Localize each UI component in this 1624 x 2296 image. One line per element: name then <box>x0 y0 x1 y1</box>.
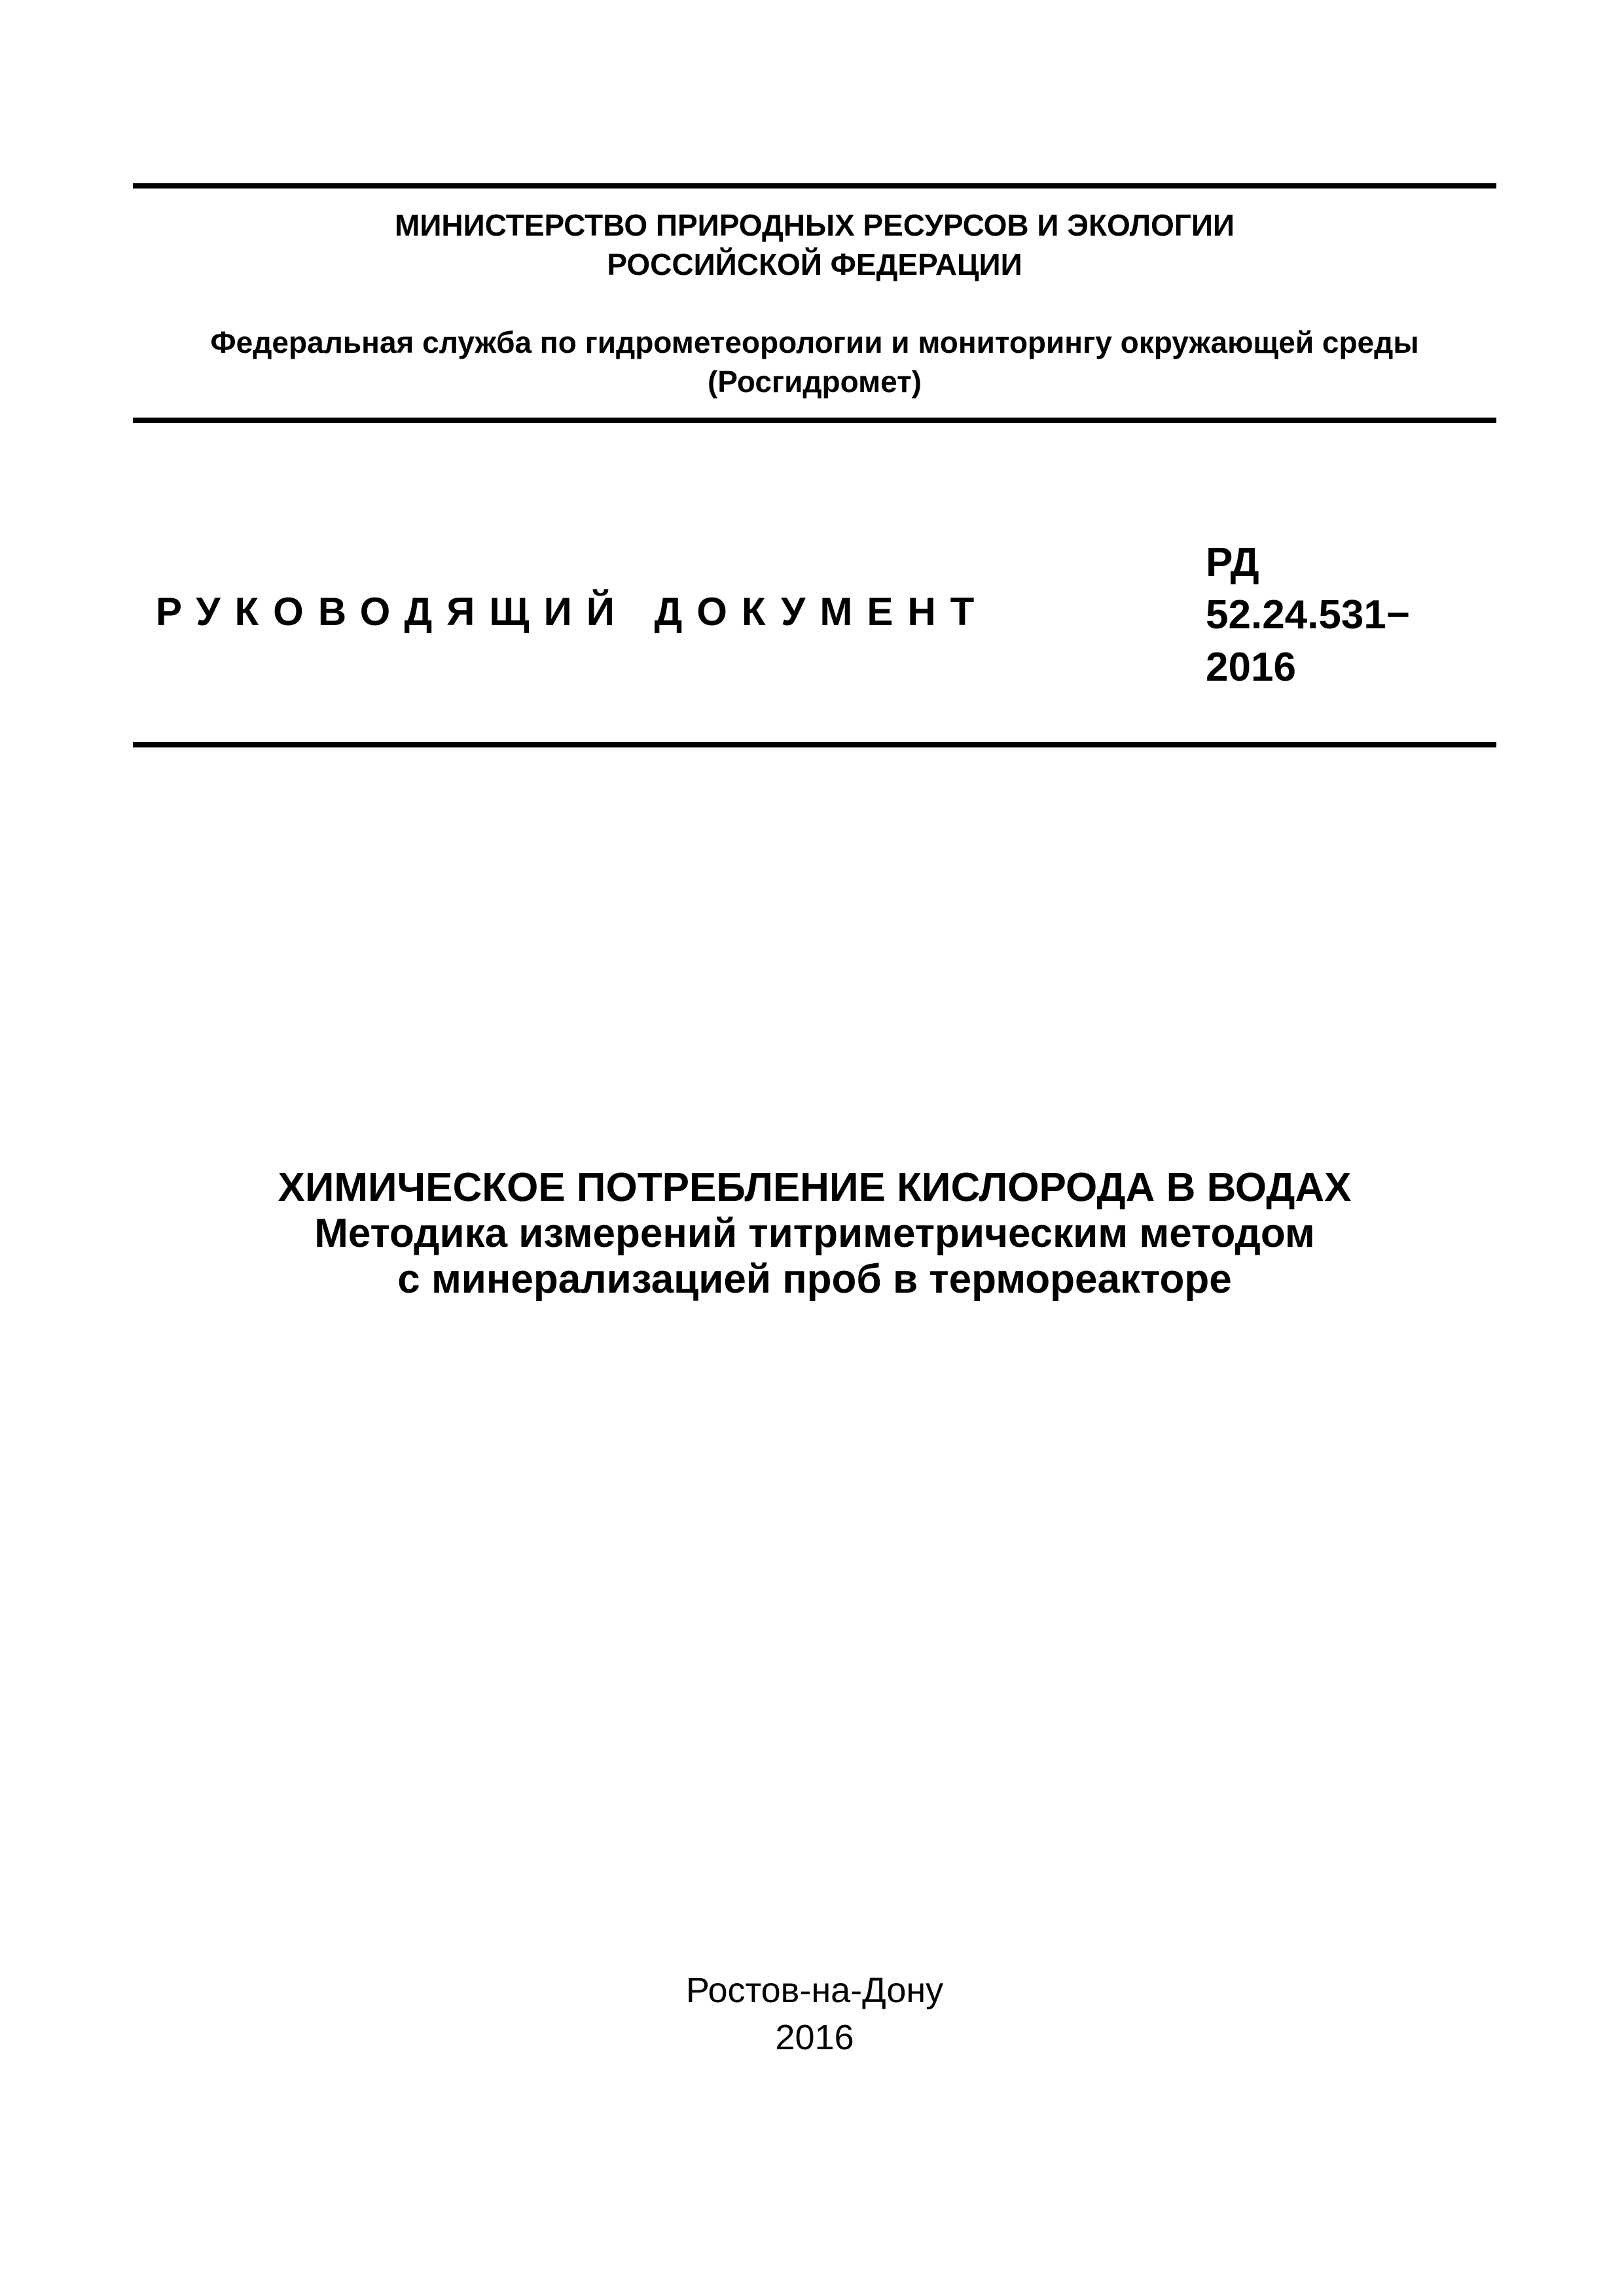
document-number-line-2: 52.24.531− <box>1206 592 1411 637</box>
title-line-1: ХИМИЧЕСКОЕ ПОТРЕБЛЕНИЕ КИСЛОРОДА В ВОДАХ <box>278 1165 1352 1210</box>
document-number <box>1206 537 1410 694</box>
document-number-line-3: 2016 <box>1206 645 1296 690</box>
title-line-3: с минерализацией проб в термореакторе <box>397 1257 1232 1302</box>
publication-year: 2016 <box>775 2018 854 2057</box>
document-type: РУКОВОДЯЩИЙ ДОКУМЕНТ <box>156 590 989 634</box>
ministry-line-2: РОССИЙСКОЙ ФЕДЕРАЦИИ <box>607 247 1022 281</box>
header-divider <box>133 418 1496 423</box>
title-line-2: Методика измерений титриметрическим методом <box>314 1211 1315 1256</box>
publication-city: Ростов-на-Дону <box>685 1971 944 2010</box>
designation-divider <box>133 742 1496 747</box>
service-line-1: Федеральная служба по гидрометеорологии и мониторингу окружающей среды <box>210 325 1419 359</box>
ministry-line-1: МИНИСТЕРСТВО ПРИРОДНЫХ РЕСУРСОВ И ЭКОЛОГИИ <box>395 208 1235 242</box>
document-number-line-1: РД <box>1206 540 1259 585</box>
service-heading <box>133 323 1496 401</box>
service-line-2: (Росгидромет) <box>707 365 922 399</box>
document-title <box>133 1165 1496 1302</box>
top-divider <box>133 183 1496 188</box>
ministry-heading <box>133 206 1496 284</box>
publication-place <box>133 1967 1496 2061</box>
